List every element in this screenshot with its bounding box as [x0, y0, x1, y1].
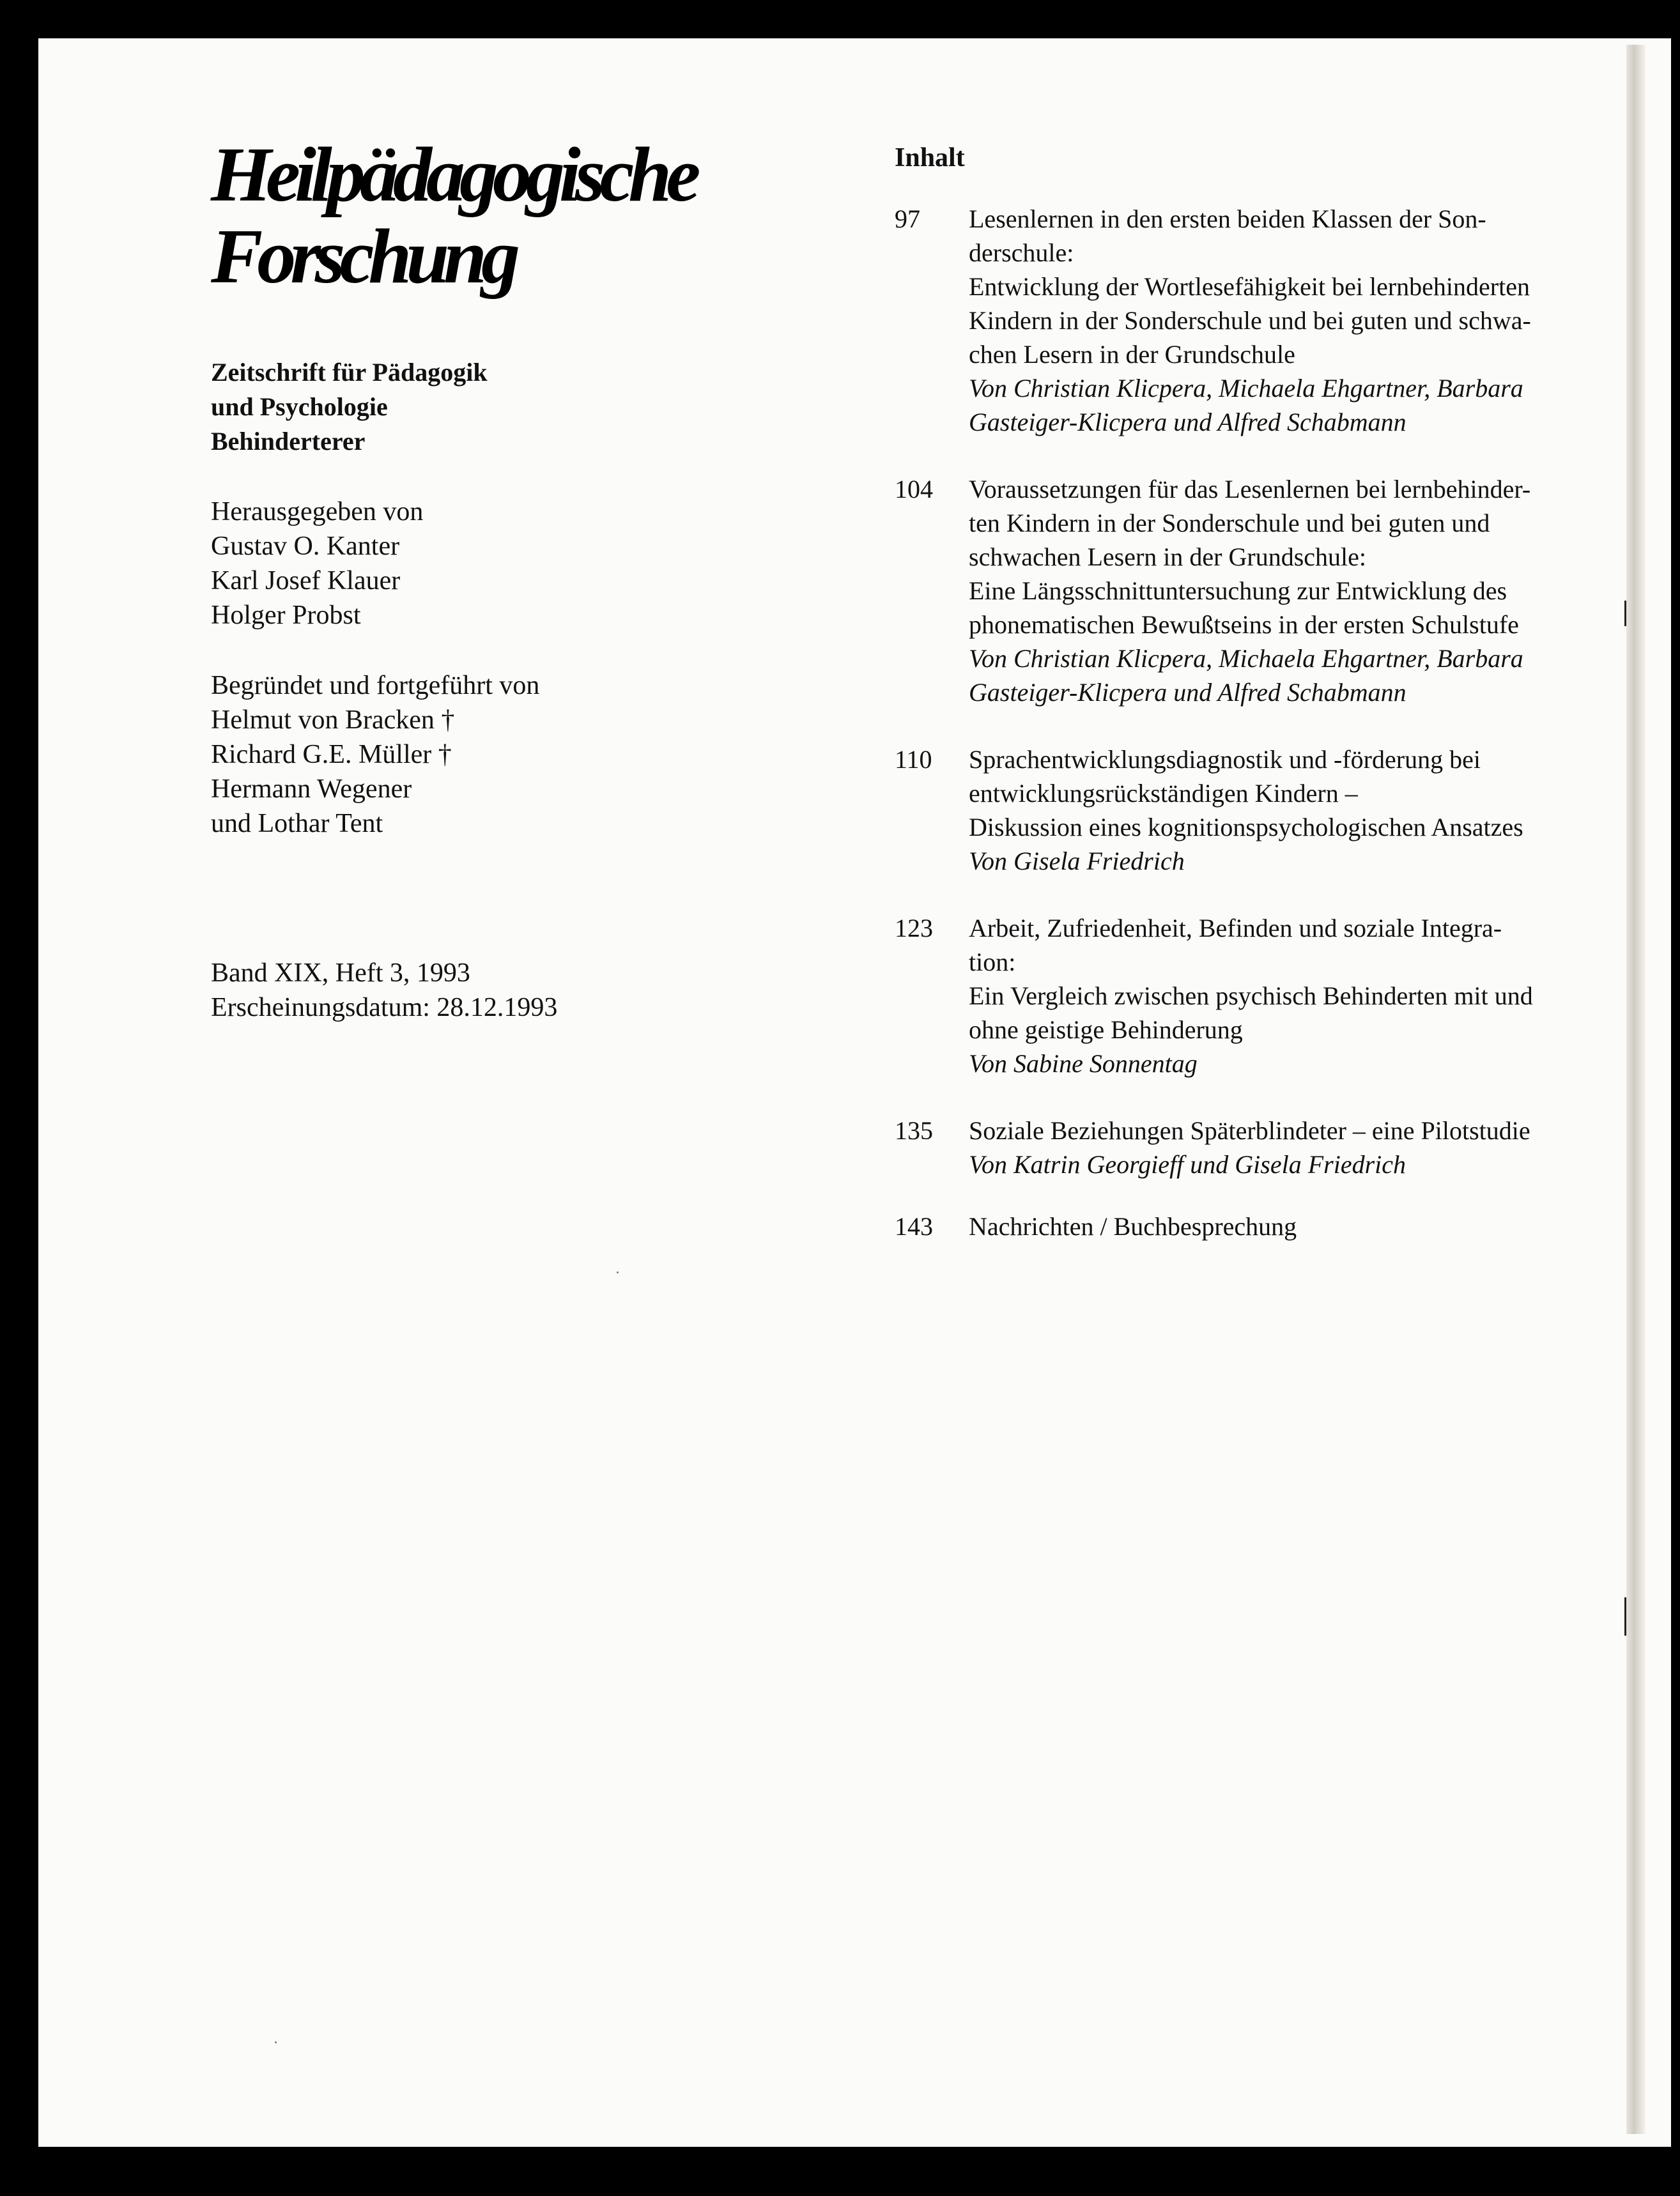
- toc-title: [969, 1114, 1578, 1148]
- issue-info: [211, 956, 786, 1025]
- toc-title-line: Eine Längsschnittuntersuchung zur Entwicklung des: [969, 576, 1507, 605]
- table-of-contents: [895, 141, 1578, 1277]
- toc-authors-line: Von Katrin Georgieff und Gisela Friedrich: [969, 1150, 1406, 1179]
- editors-block: [211, 495, 786, 633]
- spine-mark: [1624, 1597, 1626, 1636]
- founders-line: Richard G.E. Müller †: [211, 740, 452, 769]
- scan-speck: [275, 2041, 277, 2043]
- toc-title-line: Entwicklung der Wortlesefähigkeit bei lernbehinderten: [969, 272, 1530, 301]
- toc-authors-line: Gasteiger-Klicpera und Alfred Schabmann: [969, 408, 1406, 436]
- toc-title-line: ten Kindern in der Sonderschule und bei guten und: [969, 509, 1490, 537]
- founders-line: Helmut von Bracken †: [211, 705, 455, 735]
- toc-entry: [895, 911, 1578, 1080]
- toc-title-line: Diskussion eines kognitionspsychologischen Ansatzes: [969, 813, 1523, 841]
- editors-line: Herausgegeben von: [211, 497, 424, 526]
- toc-page-number: 143: [895, 1212, 933, 1241]
- subtitle-line: Zeitschrift für Pädagogik: [211, 358, 488, 387]
- toc-title-line: derschule:: [969, 238, 1074, 267]
- toc-heading: Inhalt: [895, 143, 965, 173]
- journal-logo: [211, 134, 786, 298]
- toc-authors-line: Gasteiger-Klicpera und Alfred Schabmann: [969, 678, 1406, 707]
- toc-entry: [895, 742, 1578, 878]
- editors-line: Holger Probst: [211, 601, 361, 630]
- toc-title: [969, 472, 1578, 641]
- founders-block: [211, 668, 786, 841]
- toc-authors-line: Von Christian Klicpera, Michaela Ehgartner, Barbara: [969, 644, 1523, 673]
- toc-title-line: Voraussetzungen für das Lesenlernen bei lernbehinder-: [969, 475, 1531, 503]
- toc-title: [969, 911, 1578, 1047]
- toc-title-line: schwachen Lesern in der Grundschule:: [969, 542, 1366, 571]
- toc-authors-line: Von Gisela Friedrich: [969, 847, 1185, 875]
- toc-title-line: ohne geistige Behinderung: [969, 1015, 1243, 1044]
- toc-authors: [969, 1047, 1578, 1080]
- toc-authors-line: Von Christian Klicpera, Michaela Ehgartner, Barbara: [969, 374, 1523, 403]
- editors-line: Gustav O. Kanter: [211, 532, 400, 561]
- founders-line: Hermann Wegener: [211, 774, 412, 804]
- issue-line: Erscheinungsdatum: 28.12.1993: [211, 993, 558, 1022]
- founders-line: und Lothar Tent: [211, 809, 383, 838]
- toc-entry: [895, 1114, 1578, 1181]
- toc-authors-line: Von Sabine Sonnentag: [969, 1049, 1198, 1078]
- toc-title-line: Ein Vergleich zwischen psychisch Behinderten mit und: [969, 981, 1533, 1010]
- toc-entry: [895, 202, 1578, 439]
- toc-entry: [895, 472, 1578, 709]
- logo-line: Forschung: [211, 213, 515, 300]
- toc-page-number: 110: [895, 745, 932, 774]
- toc-page-number: 104: [895, 475, 933, 503]
- toc-title-line: Kindern in der Sonderschule und bei guten und schwa-: [969, 306, 1531, 335]
- toc-title: [969, 202, 1578, 371]
- toc-title-line: phonematischen Bewußtseins in der ersten Schulstufe: [969, 610, 1519, 639]
- toc-title-line: Lesenlernen in den ersten beiden Klassen der Son-: [969, 204, 1486, 233]
- subtitle-line: und Psychologie: [211, 392, 388, 421]
- toc-title: [969, 1209, 1578, 1243]
- toc-authors: [969, 844, 1578, 878]
- founders-line: Begründet und fortgeführt von: [211, 671, 540, 700]
- toc-authors: [969, 641, 1578, 709]
- toc-title-line: Nachrichten / Buchbesprechung: [969, 1212, 1297, 1241]
- toc-page-number: 97: [895, 204, 920, 233]
- toc-page-number: 135: [895, 1116, 933, 1145]
- toc-authors: [969, 371, 1578, 439]
- subtitle-line: Behinderterer: [211, 427, 366, 456]
- scan-speck: [617, 1271, 619, 1273]
- toc-title-line: Soziale Beziehungen Späterblindeter – eine Pilotstudie: [969, 1116, 1530, 1145]
- toc-title-line: chen Lesern in der Grundschule: [969, 340, 1295, 369]
- toc-title-line: tion:: [969, 948, 1016, 976]
- masthead-column: [211, 134, 786, 1025]
- page-edge: [1626, 45, 1645, 2134]
- editors-line: Karl Josef Klauer: [211, 566, 401, 595]
- spine-mark: [1624, 601, 1626, 626]
- issue-line: Band XIX, Heft 3, 1993: [211, 958, 470, 988]
- toc-title-line: Sprachentwicklungsdiagnostik und -förderung bei: [969, 745, 1481, 774]
- toc-title: [969, 742, 1578, 844]
- logo-line: Heilpädagogische: [211, 132, 695, 218]
- toc-authors: [969, 1148, 1578, 1181]
- journal-subtitle: [211, 355, 786, 459]
- toc-page-number: 123: [895, 914, 933, 942]
- toc-title-line: entwicklungsrückständigen Kindern –: [969, 779, 1358, 808]
- toc-entry: [895, 1209, 1578, 1243]
- toc-title-line: Arbeit, Zufriedenheit, Befinden und soziale Integra-: [969, 914, 1502, 942]
